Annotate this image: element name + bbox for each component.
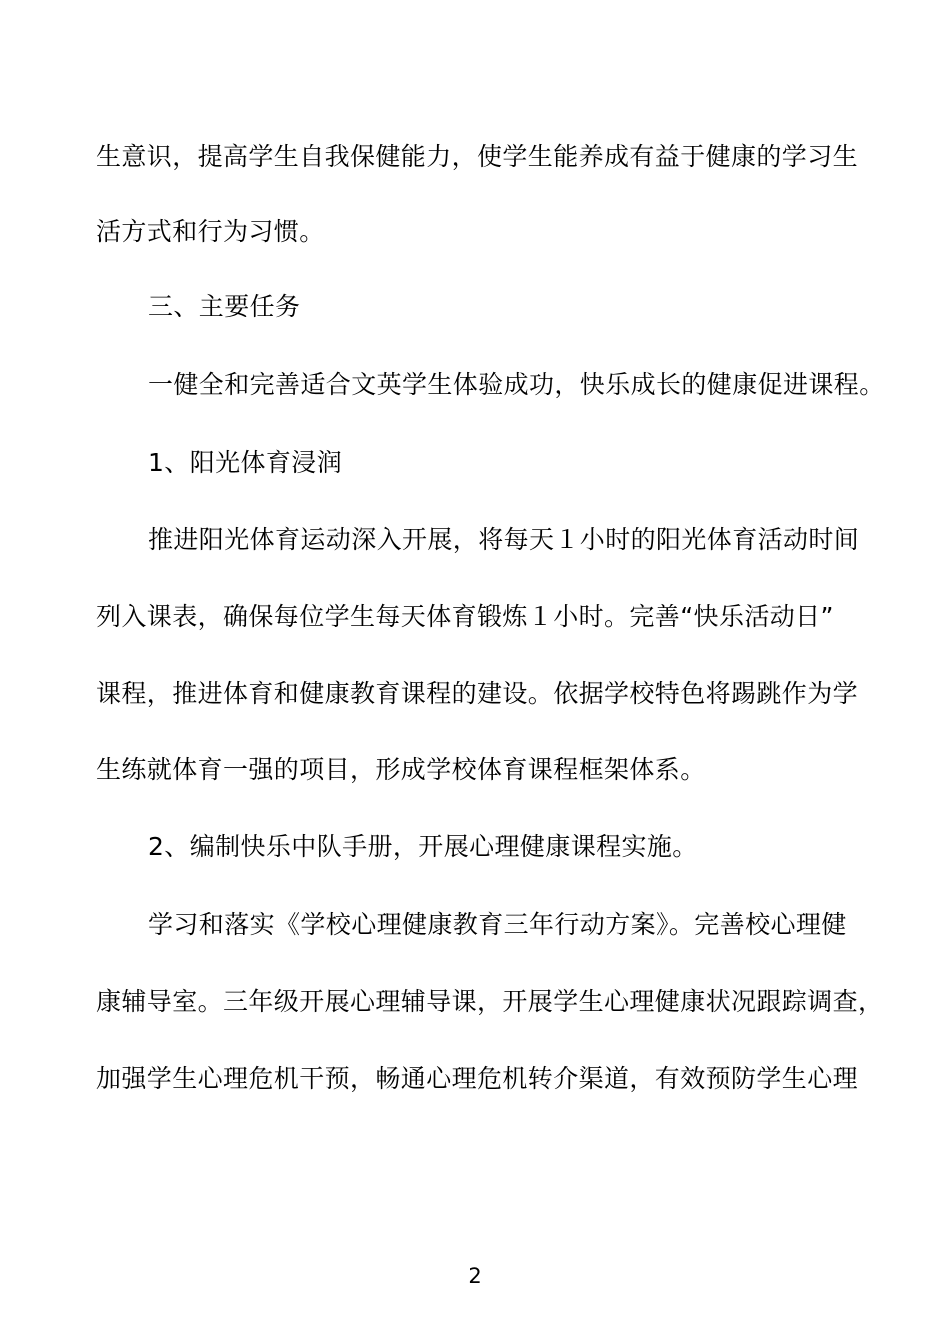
body-text-line: 加强学生心理危机干预，畅通心理危机转介渠道，有效预防学生心理 (96, 1064, 859, 1093)
body-text-line: 康辅导室。三年级开展心理辅导课，开展学生心理健康状况跟踪调查， (96, 987, 884, 1016)
body-text-line: 生练就体育一强的项目，形成学校体育课程框架体系。 (96, 755, 706, 784)
body-text-line: 推进阳光体育运动深入开展，将每天１小时的阳光体育活动时间 (148, 525, 860, 554)
body-text-line: 活方式和行为习惯。 (96, 217, 325, 246)
subsection-heading: 1、阳光体育浸润 (148, 448, 343, 477)
page-number: 2 (468, 1264, 482, 1288)
body-text-line: 生意识，提高学生自我保健能力，使学生能养成有益于健康的学习生 (96, 142, 859, 171)
body-text-line: 课程，推进体育和健康教育课程的建设。依据学校特色将踢跳作为学 (96, 679, 859, 708)
body-text-line: 学习和落实《学校心理健康教育三年行动方案》。完善校心理健 (148, 910, 847, 939)
subsection-heading: 2、编制快乐中队手册，开展心理健康课程实施。 (148, 832, 698, 861)
body-text-line: 一健全和完善适合文英学生体验成功，快乐成长的健康促进课程。 (148, 370, 885, 399)
section-heading: 三、主要任务 (148, 292, 301, 321)
body-text-line: 列入课表，确保每位学生每天体育锻炼１小时。完善“快乐活动日” (96, 602, 834, 631)
